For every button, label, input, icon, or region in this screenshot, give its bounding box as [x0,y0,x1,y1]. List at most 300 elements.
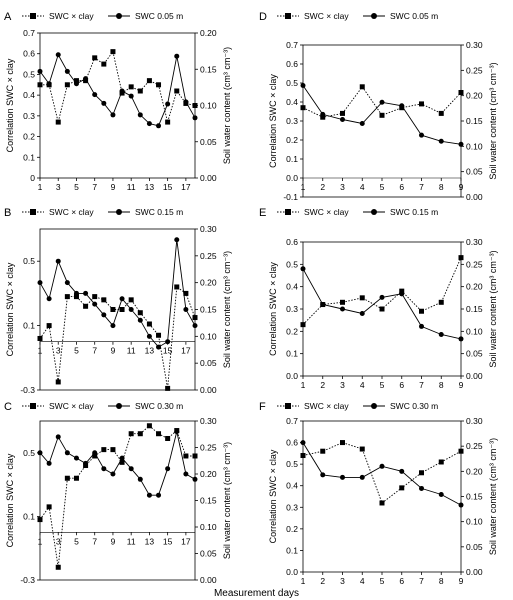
legend-marker-circle [116,13,122,19]
data-point-correlation [129,297,134,302]
data-point-correlation [380,500,385,505]
y-left-tick-label: 0.5 [23,256,35,267]
data-point-swc [156,345,161,350]
data-point-correlation [340,300,345,305]
chart-panel-e [259,207,498,390]
series-line-correlation [303,443,461,503]
y-left-tick-label: 0.7 [286,416,298,426]
chart-panel-f [259,401,498,586]
data-point-swc [56,434,61,439]
chart-panel-a [4,11,232,192]
y-left-tick-label: 0.4 [286,480,298,491]
series-line-correlation [40,52,195,123]
x-tick-label: 5 [379,182,385,192]
data-point-correlation [74,476,79,481]
data-point-correlation [110,447,115,452]
data-point-swc [380,464,385,469]
y-right-tick-label: 0.20 [466,466,483,477]
data-point-swc [439,492,444,497]
x-tick-label: 2 [320,380,326,390]
data-point-swc [165,102,170,107]
y-left-axis-title: Correlation SWC × clay [5,453,15,548]
x-tick-label: 3 [340,182,345,192]
data-point-correlation [165,386,170,391]
data-point-correlation [301,322,306,327]
x-tick-label: 1 [300,576,306,586]
data-point-swc [147,493,152,498]
data-point-swc [301,83,306,88]
y-right-tick-label: 0.20 [200,469,217,479]
data-point-swc [38,450,43,455]
y-left-tick-label: 0.4 [286,97,298,107]
data-point-swc [138,112,143,117]
x-tick-label: 9 [458,380,464,390]
data-point-correlation [129,431,134,436]
data-point-swc [174,54,179,59]
y-left-tick-label: 0.5 [23,69,35,80]
panel-label: C [4,401,12,413]
y-right-tick-label: 0.10 [466,516,483,527]
data-point-correlation [183,453,188,458]
y-left-tick-label: 0.1 [286,154,298,164]
y-left-tick-label: 0.2 [286,326,298,337]
x-tick-label: 1 [300,380,306,390]
panel-label: E [259,207,267,219]
x-tick-label: 4 [359,380,365,390]
x-tick-label: 5 [74,182,79,192]
y-right-axis-title: Soil water content (cm³ cm⁻³) [488,250,498,368]
data-point-correlation [83,304,88,309]
x-tick-label: 8 [438,576,444,586]
y-right-axis-title: Soil water content (cm³ cm⁻³) [488,62,498,180]
data-point-swc [120,296,125,301]
y-left-tick-label: -0.3 [20,575,35,585]
data-point-correlation [439,459,444,464]
data-point-swc [129,94,134,99]
y-left-tick-label: 0.7 [23,28,35,38]
data-point-swc [439,332,444,337]
x-tick-label: 2 [320,576,326,586]
data-point-swc [110,112,115,117]
legend-entry: SWC × clay [49,11,94,21]
x-tick-label: 13 [144,536,155,547]
y-right-axis-title: Soil water content (cm³ cm⁻³) [488,437,498,556]
data-point-swc [138,477,143,482]
x-tick-label: 15 [162,536,173,547]
y-right-tick-label: 0.25 [466,441,483,452]
data-point-correlation [156,333,161,338]
y-left-tick-label: 0.4 [286,281,298,292]
y-left-tick-label: 0.3 [23,110,35,121]
data-point-swc [380,100,385,105]
legend-entry: SWC 0.30 m [390,401,439,411]
data-point-correlation [129,84,134,89]
data-point-swc [320,472,325,477]
y-left-tick-label: 0.1 [286,545,298,556]
x-tick-label: 5 [379,380,385,390]
legend-entry: SWC 0.05 m [135,11,184,21]
data-point-swc [47,81,52,86]
y-right-tick-label: 0.10 [200,100,217,111]
y-right-tick-label: 0.10 [466,141,483,152]
y-right-tick-label: 0.20 [466,281,483,292]
data-point-correlation [56,379,61,384]
y-right-tick-label: 0.15 [466,491,483,502]
data-point-correlation [56,565,61,570]
data-point-correlation [439,300,444,305]
legend-marker-circle [371,13,377,19]
data-point-correlation [138,310,143,315]
y-left-tick-label: 0.5 [286,259,298,270]
data-point-swc [360,311,365,316]
legend-entry: SWC × clay [304,11,349,21]
plot-frame [40,33,195,178]
legend-marker-square [30,209,36,215]
legend-entry: SWC × clay [49,207,94,217]
y-left-tick-label: 0.1 [23,511,35,522]
y-right-tick-label: 0.10 [466,326,483,337]
y-right-tick-label: 0.25 [200,250,217,261]
x-tick-label: 3 [55,182,61,192]
data-point-correlation [165,436,170,441]
y-left-tick-label: 0.0 [286,173,298,183]
data-point-swc [120,456,125,461]
data-point-correlation [65,82,70,87]
data-point-correlation [138,89,143,94]
data-point-correlation [147,321,152,326]
x-tick-label: 3 [340,380,345,390]
y-left-tick-label: 0.0 [286,567,298,577]
data-point-correlation [47,504,52,509]
y-right-tick-label: 0.20 [200,28,217,38]
y-right-tick-label: 0.25 [466,259,483,270]
x-tick-label: 11 [126,182,136,192]
x-tick-label: 9 [110,182,116,192]
panel-label: B [4,207,12,219]
data-point-swc [156,493,161,498]
data-point-correlation [101,447,106,452]
y-left-tick-label: 0.6 [286,59,298,69]
data-point-correlation [360,447,365,452]
plot-frame [300,45,461,197]
y-left-tick-label: 0.1 [23,320,35,331]
x-tick-label: 7 [92,536,98,547]
chart-panel-c [4,401,232,585]
legend-marker-circle [116,209,122,215]
x-tick-label: 1 [37,536,43,547]
y-left-tick-label: 0.6 [23,48,35,59]
y-left-tick-label: 0.5 [23,447,35,458]
legend-entry: SWC × clay [304,401,349,411]
data-point-swc [380,295,385,300]
data-point-swc [183,99,188,104]
x-tick-label: 1 [300,182,306,192]
data-point-swc [110,472,115,477]
data-point-swc [101,466,106,471]
x-axis-title: Measurement days [213,588,300,599]
x-tick-label: 7 [419,576,424,586]
legend-marker-square [30,13,36,19]
data-point-swc [120,89,125,94]
y-right-tick-label: 0.00 [466,567,483,577]
legend-entry: SWC × clay [49,401,94,411]
x-tick-label: 5 [379,576,385,586]
data-point-correlation [380,113,385,118]
y-right-axis-title: Soil water content (cm³ cm⁻³) [222,441,232,560]
x-tick-label: 4 [359,576,365,586]
x-tick-label: 4 [359,182,365,192]
y-right-tick-label: 0.05 [466,541,483,552]
x-tick-label: 8 [438,380,444,390]
data-point-correlation [56,120,61,125]
legend-marker-circle [116,403,122,409]
y-right-tick-label: 0.05 [200,358,217,369]
data-point-swc [459,336,464,341]
legend-marker-circle [371,209,377,215]
y-right-tick-label: 0.00 [200,385,217,395]
series-line-correlation [37,287,195,388]
data-point-correlation [147,78,152,83]
legend-entry: SWC 0.30 m [135,401,184,411]
y-right-tick-label: 0.05 [466,166,483,177]
data-point-correlation [120,307,125,312]
data-point-correlation [193,103,198,108]
data-point-swc [360,475,365,480]
y-right-tick-label: 0.10 [200,331,217,342]
x-tick-label: 9 [458,576,464,586]
data-point-swc [340,117,345,122]
x-tick-label: 9 [110,536,116,547]
y-left-tick-label: 0.1 [286,348,298,359]
y-left-tick-label: 0.6 [286,237,298,247]
data-point-correlation [340,440,345,445]
data-point-swc [399,291,404,296]
y-right-axis-title: Soil water content (cm³ cm⁻³) [222,250,232,369]
data-point-swc [110,323,115,328]
data-point-swc [74,456,79,461]
data-point-swc [360,121,365,126]
y-right-tick-label: 0.25 [466,65,483,76]
x-tick-label: 7 [419,182,424,192]
y-right-tick-label: 0.15 [200,495,217,506]
data-point-swc [419,486,424,491]
data-point-swc [83,76,88,81]
data-point-correlation [301,453,306,458]
data-point-swc [47,296,52,301]
panel-label: D [259,11,267,23]
data-point-correlation [165,120,170,125]
y-right-tick-label: 0.05 [466,348,483,359]
data-point-correlation [92,294,97,299]
data-point-correlation [174,89,179,94]
x-tick-label: 13 [144,182,155,192]
y-right-tick-label: 0.00 [466,371,483,381]
data-point-correlation [38,82,43,87]
series-line-swc [303,443,461,506]
data-point-swc [101,312,106,317]
data-point-swc [174,429,179,434]
series-line-swc [40,55,195,126]
data-point-swc [301,266,306,271]
panel-label: F [259,401,266,413]
x-tick-label: 17 [181,182,191,192]
y-right-axis-title: Soil water content (cm³ cm⁻³) [222,46,232,165]
legend-entry: SWC 0.15 m [135,207,184,217]
data-point-swc [165,339,170,344]
data-point-swc [83,291,88,296]
data-point-swc [92,450,97,455]
y-left-tick-label: 0.5 [286,78,298,88]
y-left-tick-label: 0.2 [286,135,298,145]
x-tick-label: 17 [181,536,191,547]
x-tick-label: 3 [55,345,61,356]
legend-entry: SWC 0.05 m [390,11,439,21]
data-point-swc [399,469,404,474]
x-tick-label: 5 [74,536,79,547]
x-tick-label: 11 [126,536,136,547]
x-tick-label: 1 [37,182,43,192]
y-left-tick-label: 0.0 [286,371,298,381]
x-tick-label: 5 [74,345,79,356]
chart-panel-b [4,207,232,395]
x-tick-label: 7 [92,345,98,356]
y-right-tick-label: 0.00 [200,575,217,585]
x-tick-label: 3 [340,576,345,586]
y-right-tick-label: 0.05 [200,136,217,147]
legend-marker-circle [371,403,377,409]
y-left-tick-label: 0.3 [286,304,298,314]
data-point-swc [101,101,106,106]
data-point-swc [419,133,424,138]
data-point-swc [129,307,134,312]
data-point-swc [129,466,134,471]
data-point-correlation [459,255,464,260]
y-left-tick-label: 0.2 [286,523,298,534]
data-point-correlation [156,431,161,436]
data-point-swc [459,142,464,147]
data-point-swc [138,318,143,323]
data-point-swc [38,69,43,74]
data-point-swc [183,472,188,477]
data-point-swc [56,259,61,264]
data-point-correlation [419,470,424,475]
y-right-tick-label: 0.30 [200,224,217,234]
legend-marker-square [285,13,291,19]
data-point-swc [47,461,52,466]
data-point-swc [320,112,325,117]
data-point-correlation [459,90,464,95]
data-point-correlation [174,284,179,289]
data-point-swc [340,475,345,480]
data-point-correlation [320,449,325,454]
y-right-tick-label: 0.15 [466,304,483,314]
data-point-swc [83,461,88,466]
data-point-swc [399,103,404,108]
y-left-tick-label: 0.4 [23,90,35,101]
data-point-swc [74,291,79,296]
y-right-tick-label: 0.20 [200,277,217,288]
x-tick-label: 6 [399,182,405,192]
y-left-axis-title: Correlation SWC × clay [268,449,278,544]
data-point-swc [193,477,198,482]
x-tick-label: 3 [55,536,61,547]
x-tick-label: 7 [92,182,98,192]
y-left-tick-label: 0.1 [23,152,35,163]
y-right-tick-label: 0.15 [200,64,217,75]
legend-entry: SWC × clay [304,207,349,217]
y-right-tick-label: 0.30 [200,416,217,426]
plot-frame [37,229,195,390]
data-point-swc [193,323,198,328]
data-point-swc [419,324,424,329]
data-point-swc [340,307,345,312]
data-point-correlation [380,307,385,312]
data-point-correlation [101,297,106,302]
x-tick-label: 9 [458,182,464,192]
data-point-swc [65,69,70,74]
data-point-swc [301,440,306,445]
data-point-correlation [38,336,43,341]
y-left-tick-label: 0.7 [286,40,298,50]
y-right-tick-label: 0.30 [466,237,483,247]
legend-entry: SWC 0.15 m [390,207,439,217]
data-point-swc [320,302,325,307]
data-point-correlation [459,449,464,454]
y-right-tick-label: 0.00 [466,192,483,202]
y-left-axis-title: Correlation SWC × clay [5,262,15,357]
data-point-correlation [360,295,365,300]
y-right-tick-label: 0.05 [200,548,217,559]
series-line-swc [40,432,195,496]
data-point-correlation [301,105,306,110]
panel-label: A [4,11,12,23]
data-point-correlation [156,82,161,87]
x-tick-label: 2 [320,182,326,192]
data-point-swc [165,466,170,471]
data-point-swc [439,139,444,144]
data-point-correlation [101,62,106,67]
data-point-correlation [65,476,70,481]
y-left-tick-label: 0.6 [286,437,298,448]
y-right-tick-label: 0.30 [466,416,483,426]
data-point-swc [459,503,464,508]
data-point-swc [193,115,198,120]
y-left-axis-title: Correlation SWC × clay [268,74,278,168]
x-tick-label: 11 [126,345,136,356]
data-point-swc [56,52,61,57]
x-tick-label: 13 [144,345,155,356]
x-tick-label: 17 [181,345,191,356]
y-left-tick-label: 0 [30,173,35,183]
data-point-swc [74,81,79,86]
y-right-tick-label: 0.00 [200,173,217,183]
data-point-correlation [38,517,43,522]
data-point-swc [65,450,70,455]
data-point-correlation [399,485,404,490]
y-right-tick-label: 0.20 [466,90,483,101]
data-point-swc [156,123,161,128]
legend-marker-square [285,209,291,215]
data-point-correlation [419,309,424,314]
data-point-swc [147,334,152,339]
data-point-correlation [340,111,345,116]
y-left-tick-label: 0.3 [286,116,298,126]
y-right-tick-label: 0.30 [466,40,483,50]
data-point-correlation [92,55,97,60]
data-point-correlation [110,307,115,312]
series-line-correlation [303,258,461,325]
y-left-tick-label: 0.2 [23,131,35,142]
